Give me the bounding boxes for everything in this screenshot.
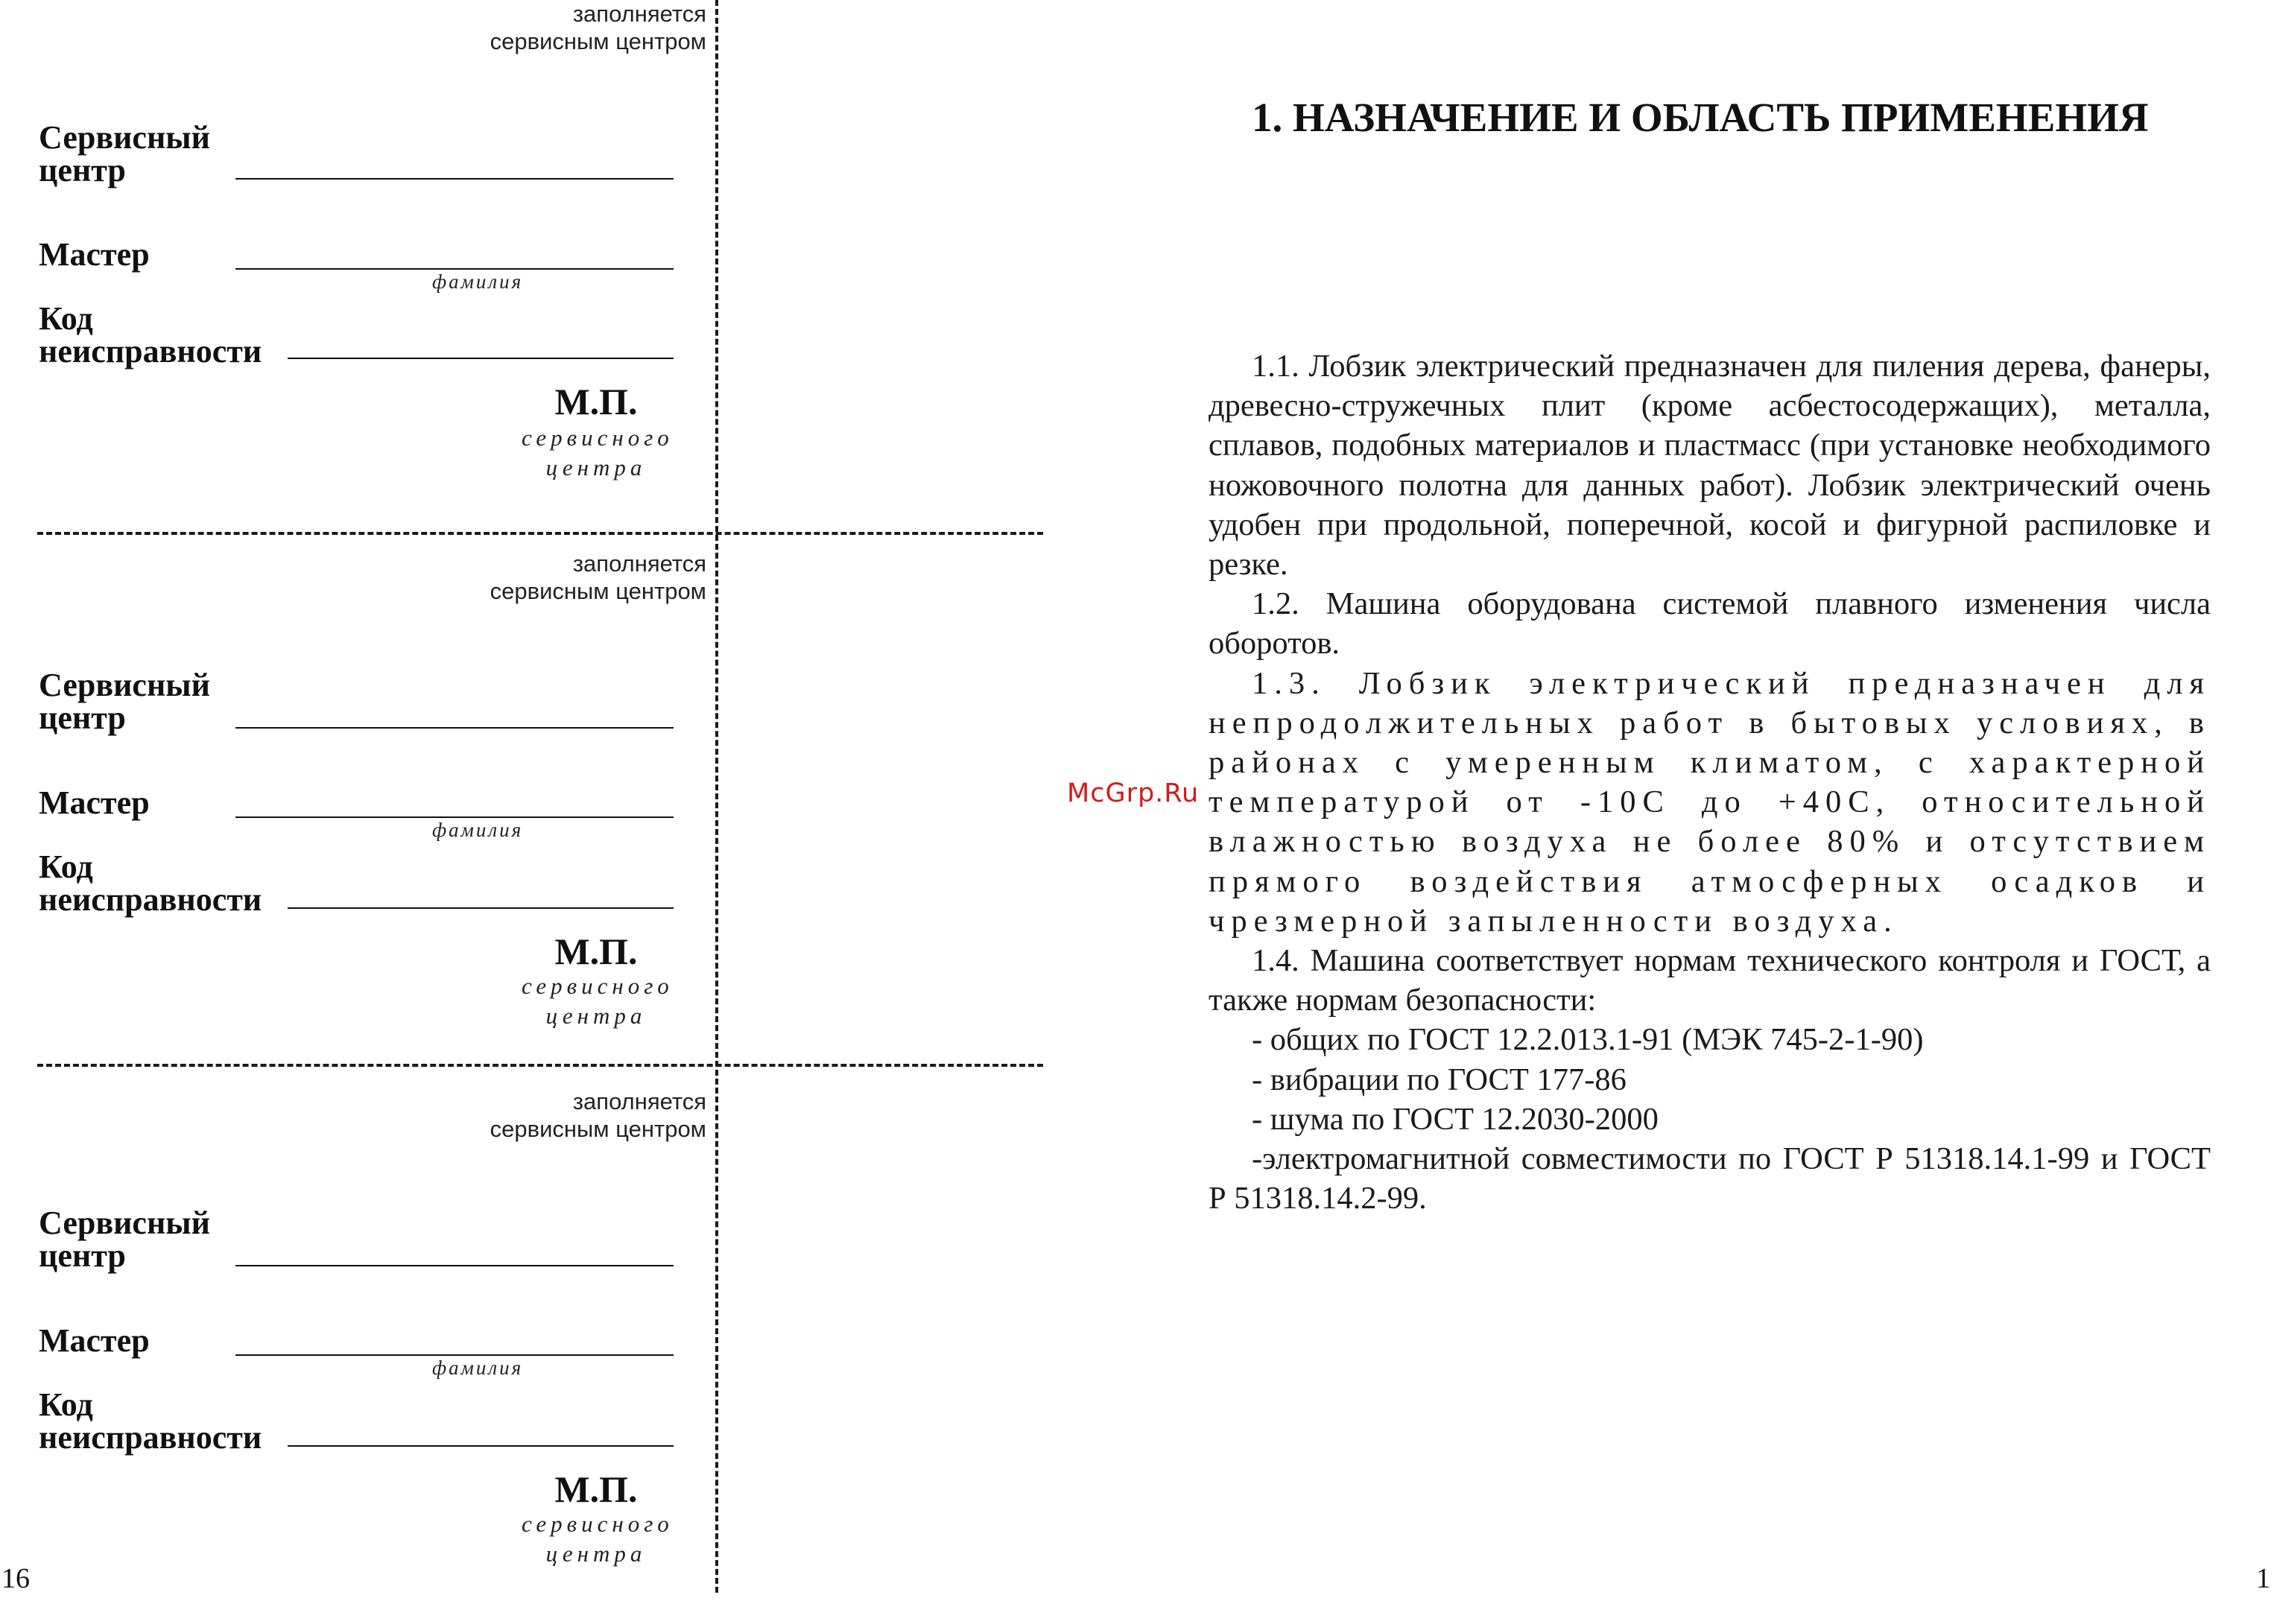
master-label: Мастер (39, 236, 150, 273)
section-heading: 1. НАЗНАЧЕНИЕ И ОБЛАСТЬ ПРИМЕНЕНИЯ (1252, 95, 2149, 140)
service-center-field[interactable] (235, 1265, 674, 1266)
list-item-vibration: - вибрации по ГОСТ 177-86 (1252, 1062, 1627, 1097)
service-center-field[interactable] (235, 727, 674, 729)
list-item-emc: -электромагнитной совместимости по ГОСТ Р 51318.14.1-99 и ГОСТ Р 51318.14.2-99. (1209, 1141, 2211, 1217)
list-item-noise: - шума по ГОСТ 12.2030-2000 (1252, 1101, 1659, 1137)
fill-note: заполняется сервисным центром (490, 1, 706, 54)
list-item-general: - общих по ГОСТ 12.2.013.1-91 (МЭК 745-2-1-90) (1252, 1022, 1924, 1058)
stamp-sublabel: сервисного центра (522, 973, 674, 1029)
fill-note: заполняется сервисным центром (490, 1088, 706, 1142)
fault-code-label: Код неисправности (39, 300, 262, 369)
page-number-left: 16 (1, 1563, 30, 1594)
fault-code-field[interactable] (288, 1445, 674, 1447)
paragraph-1-4: 1.4. Машина соответствует нормам технического контроля и ГОСТ, а также нормам безопасности: (1209, 943, 2211, 1018)
master-field[interactable] (235, 1354, 674, 1356)
paragraph-1-1: 1.1. Лобзик электрический предназначен для пиления дерева, фанеры, древесно-стружечных плит (кроме асбестосодержащих), металла, сплавов, подобных материалов и пластмасс (при установке необходимого ножовочного полотна для данных работ). Лобзик электрический очень удобен при продольной, поперечной, косой и фигурной распиловке и резке. (1209, 349, 2211, 583)
surname-hint: фамилия (432, 270, 524, 293)
warranty-coupon-3 (0, 1088, 715, 1624)
warranty-coupon-2 (0, 550, 715, 1086)
fill-note: заполняется сервисным центром (490, 551, 706, 604)
service-center-label: Сервисный центр (39, 1205, 211, 1274)
surname-hint: фамилия (432, 1357, 524, 1379)
section-body (1209, 346, 2211, 1218)
warranty-coupon-1 (0, 0, 715, 536)
fault-code-label: Код неисправности (39, 1386, 262, 1456)
stamp-label: М.П. (554, 381, 638, 422)
surname-hint: фамилия (432, 819, 524, 841)
fault-code-field[interactable] (288, 907, 674, 909)
master-label: Мастер (39, 1322, 150, 1359)
fault-code-label: Код неисправности (39, 849, 262, 918)
service-center-label: Сервисный центр (39, 667, 211, 736)
service-center-field[interactable] (235, 178, 674, 180)
master-field[interactable] (235, 816, 674, 818)
paragraph-1-3: 1.3. Лобзик электрический предназначен для непродолжительных работ в бытовых условиях, в районах с умеренным климатом, с характерной температурой от -10С до +40С, относительной влажностью воздуха не более 80% и отсутствием прямого воздействия атмосферных осадков и чрезмерной запыленности воздуха. (1209, 665, 2211, 939)
fault-code-field[interactable] (288, 358, 674, 359)
vertical-cut-line (715, 0, 718, 1593)
stamp-sublabel: сервисного центра (522, 1511, 674, 1567)
service-center-label: Сервисный центр (39, 119, 211, 188)
stamp-sublabel: сервисного центра (522, 425, 674, 480)
master-label: Мастер (39, 784, 150, 821)
page-number-right: 1 (2256, 1563, 2270, 1594)
paragraph-1-2: 1.2. Машина оборудована системой плавного изменения числа оборотов. (1209, 586, 2211, 662)
master-field[interactable] (235, 268, 674, 270)
stamp-label: М.П. (554, 1468, 638, 1510)
watermark-link[interactable]: McGrp.Ru (1067, 778, 1200, 808)
stamp-label: М.П. (554, 930, 638, 972)
